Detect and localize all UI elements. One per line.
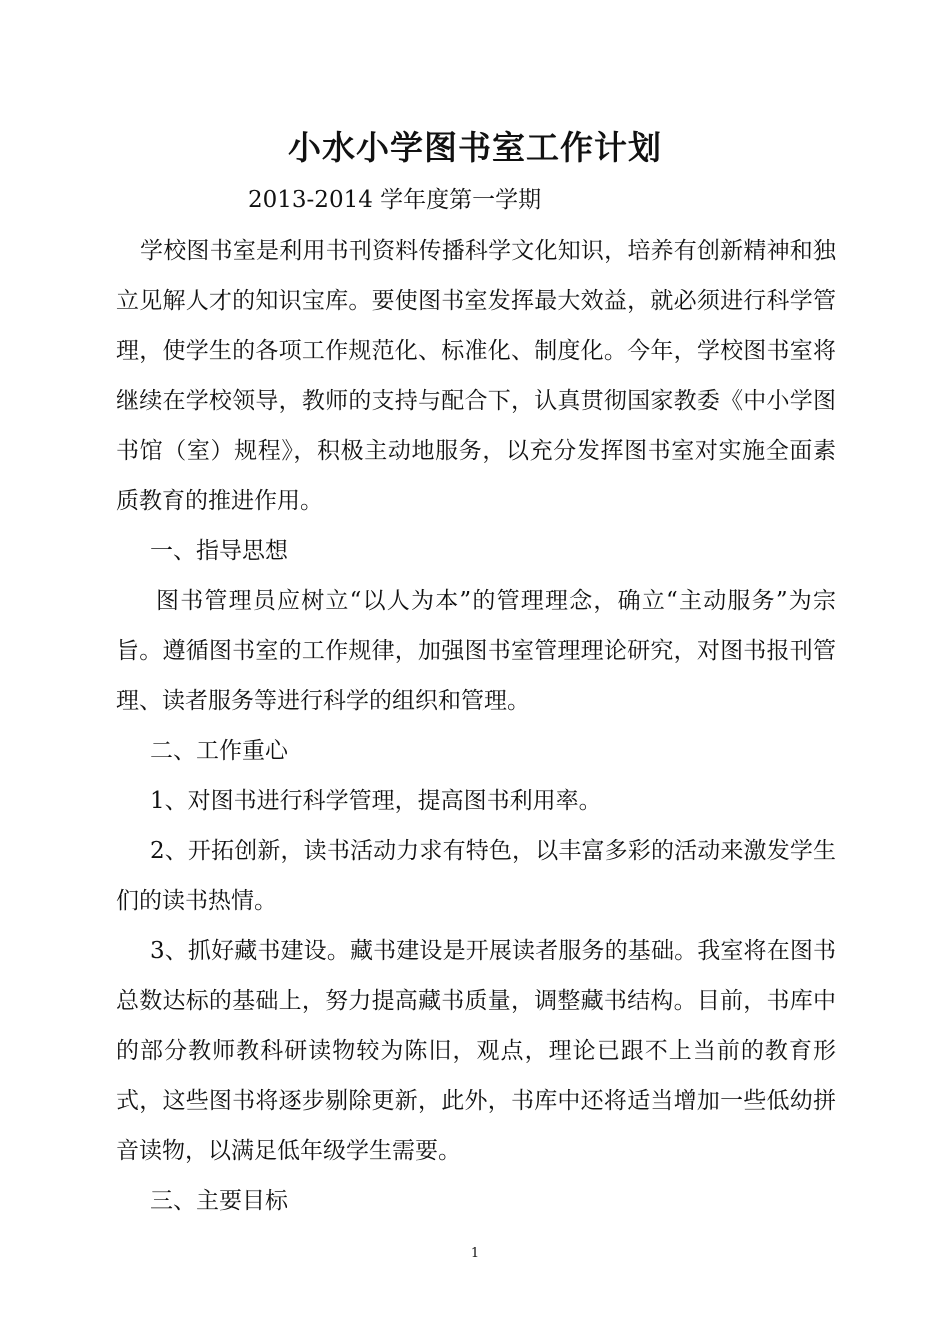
section-heading-focus: 二、工作重心 — [150, 738, 288, 764]
section-heading-goals: 三、主要目标 — [150, 1188, 288, 1214]
focus-item-1: 1、对图书进行科学管理，提高图书利用率。 — [150, 788, 602, 814]
document-subtitle: 2013-2014 学年度第一学期 — [248, 187, 542, 213]
document-body — [116, 226, 836, 1226]
guiding-paragraph: 图书管理员应树立“以人为本”的管理理念，确立“主动服务”为宗旨。遵循图书室的工作规律，加强图书室管理理论研究，对图书报刊管理、读者服务等进行科学的组织和管理。 — [116, 588, 836, 714]
focus-item-2: 2、开拓创新，读书活动力求有特色，以丰富多彩的活动来激发学生们的读书热情。 — [116, 838, 836, 914]
section-heading-guiding: 一、指导思想 — [150, 538, 288, 564]
focus-item-3: 3、抓好藏书建设。藏书建设是开展读者服务的基础。我室将在图书总数达标的基础上，努力提高藏书质量，调整藏书结构。目前，书库中的部分教师教科研读物较为陈旧，观点，理论已跟不上当前的教育形式，这些图书将逐步剔除更新，此外，书库中还将适当增加一些低幼拼音读物，以满足低年级学生需要。 — [116, 938, 836, 1164]
intro-paragraph: 学校图书室是利用书刊资料传播科学文化知识，培养有创新精神和独立见解人才的知识宝库。要使图书室发挥最大效益，就必须进行科学管理，使学生的各项工作规范化、标准化、制度化。今年，学校图书室将继续在学校领导，教师的支持与配合下，认真贯彻国家教委《中小学图书馆（室）规程》，积极主动地服务，以充分发挥图书室对实施全面素质教育的推进作用。 — [116, 238, 836, 514]
document-title: 小水小学图书室工作计划 — [288, 128, 662, 167]
page-number: 1 — [470, 1246, 480, 1261]
